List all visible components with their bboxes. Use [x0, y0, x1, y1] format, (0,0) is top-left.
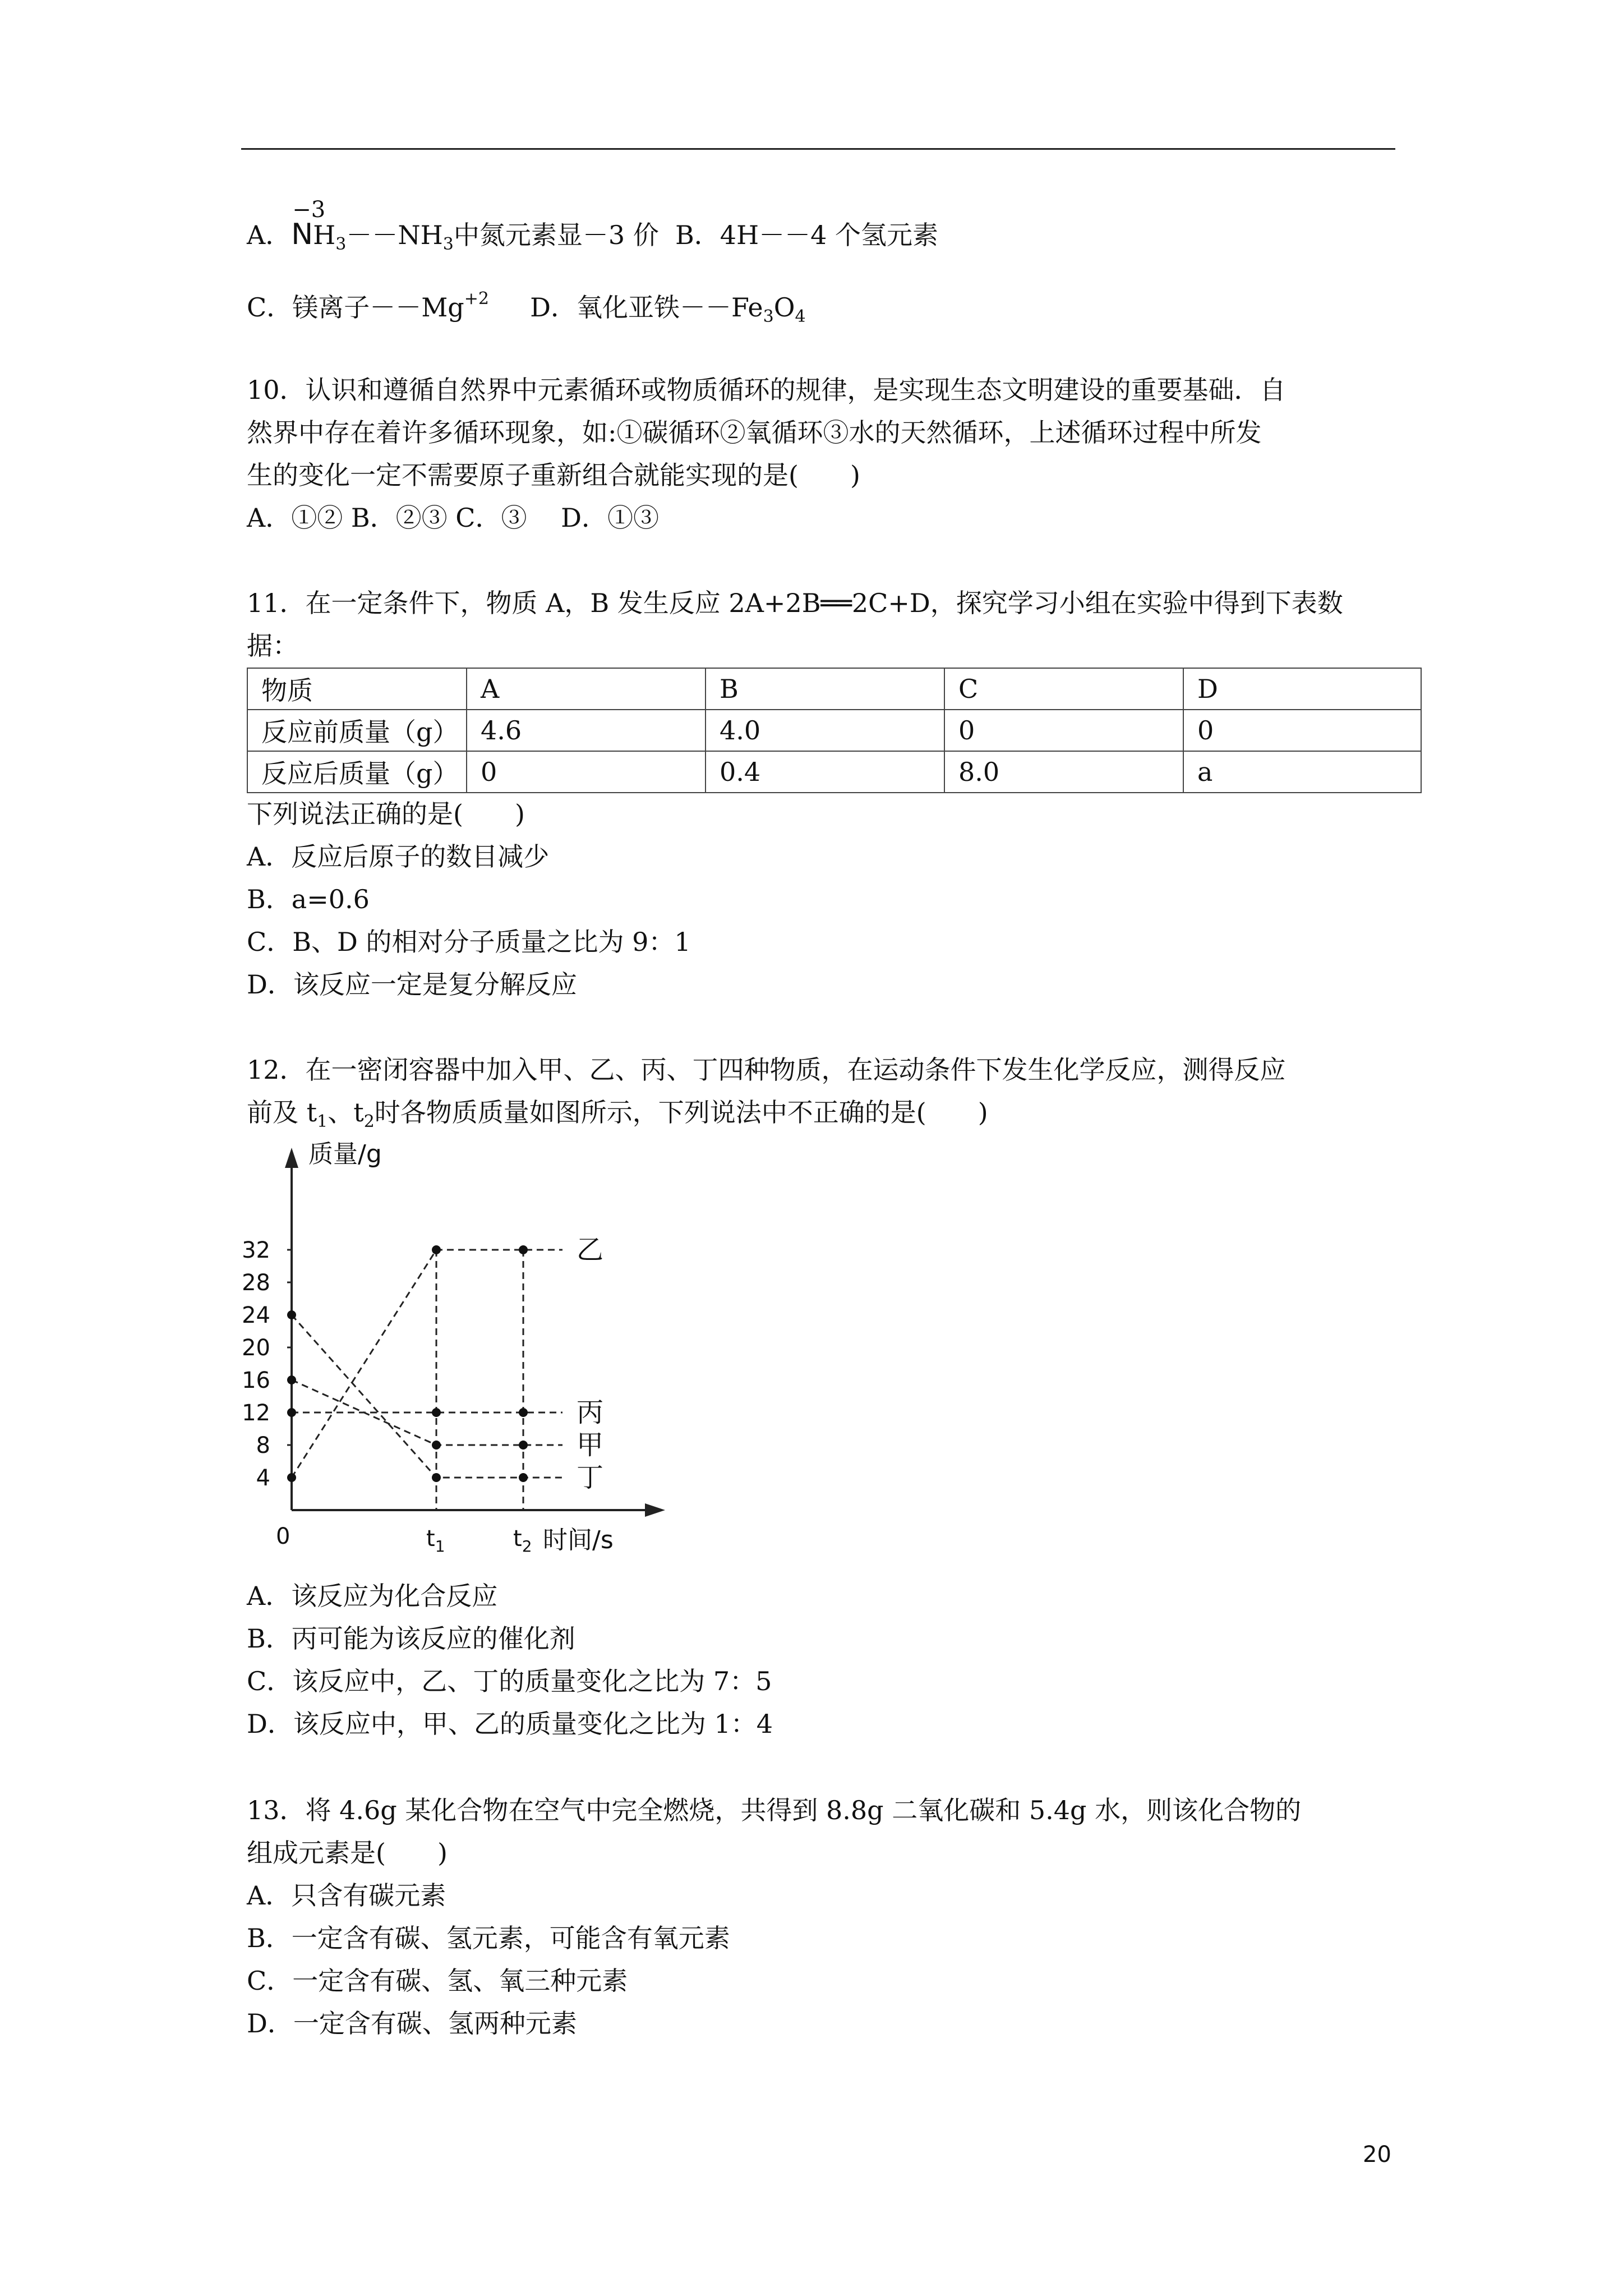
q9-option-c-d — [247, 291, 806, 325]
q11-option-d: D．该反应一定是复分解反应 — [247, 969, 577, 1000]
page-number: 20 — [1363, 2142, 1391, 2168]
q12-option-a: A．该反应为化合反应 — [247, 1581, 498, 1611]
table-cell: a — [1183, 751, 1421, 793]
data-point — [287, 1473, 296, 1482]
q13-line1: 13．将 4.6g 某化合物在空气中完全燃烧，共得到 8.8g 二氧化碳和 5.4g 水，则该化合物的 — [247, 1795, 1302, 1825]
table-cell: 0 — [1183, 710, 1421, 751]
table-cell: 8.0 — [944, 751, 1183, 793]
data-point — [432, 1408, 441, 1417]
q11-option-c: C．B、D 的相对分子质量之比为 9：1 — [247, 927, 691, 957]
valence-value: −3 — [292, 197, 326, 223]
chart-labels — [242, 1140, 614, 1556]
data-point — [519, 1408, 528, 1417]
y-tick-label: 32 — [242, 1237, 270, 1263]
series-label: 乙 — [577, 1234, 604, 1266]
data-table — [247, 668, 1422, 793]
table-cell: 物质 — [247, 668, 467, 710]
q12-option-d: D．该反应中，甲、乙的质量变化之比为 1：4 — [247, 1709, 773, 1739]
chart-guides — [436, 1250, 523, 1510]
q12-option-b: B．丙可能为该反应的催化剂 — [247, 1623, 575, 1654]
q9-d-mid: O — [773, 292, 795, 323]
chart-axes — [285, 1148, 665, 1517]
origin-label: 0 — [276, 1524, 291, 1549]
table-cell: 反应后质量（g） — [247, 751, 467, 793]
q13-option-b: B．一定含有碳、氢元素，可能含有氧元素 — [247, 1923, 730, 1953]
y-tick-label: 4 — [256, 1465, 270, 1491]
q9-d-sub2: 4 — [795, 307, 806, 326]
series-label: 丁 — [577, 1462, 604, 1493]
y-axis-label: 质量/g — [308, 1140, 382, 1168]
chart-points — [287, 1245, 528, 1482]
q9-a-rest-sub: 3 — [442, 234, 454, 254]
q12-line2-e: 时各物质质量如图所示，下列说法中不正确的是( ) — [374, 1097, 988, 1128]
table-cell: 0.4 — [706, 751, 944, 793]
q12-line1: 12．在一密闭容器中加入甲、乙、丙、丁四种物质，在运动条件下发生化学反应，测得反应 — [247, 1055, 1286, 1085]
q9-d-sub1: 3 — [763, 307, 774, 326]
q9-option-c: C．镁离子－－Mg — [247, 292, 464, 323]
data-point — [287, 1375, 296, 1384]
q13-option-d: D．一定含有碳、氢两种元素 — [247, 2008, 577, 2039]
q11-option-b: B．a=0.6 — [247, 884, 370, 914]
q11-stem: 下列说法正确的是( ) — [247, 799, 525, 829]
y-tick-label: 24 — [242, 1303, 270, 1328]
series-label: 丙 — [577, 1397, 604, 1428]
table-header-row — [247, 668, 1421, 710]
y-tick-label: 12 — [242, 1400, 270, 1426]
element-symbol: N — [291, 218, 313, 251]
q11-line2: 据： — [247, 631, 298, 661]
x-tick-label: $t_2$ — [513, 1526, 532, 1556]
valence-notation — [291, 197, 326, 251]
q10-line1: 10．认识和遵循自然界中元素循环或物质循环的规律，是实现生态文明建设的重要基础．自 — [247, 375, 1286, 405]
q9-a-sub: 3 — [335, 234, 347, 254]
mass-time-chart — [236, 1139, 695, 1576]
x-axis-arrow — [645, 1503, 665, 1517]
table-cell: 0 — [467, 751, 706, 793]
data-point — [519, 1473, 528, 1482]
data-point — [432, 1473, 441, 1482]
data-point — [519, 1441, 528, 1450]
q12-option-c: C．该反应中，乙、丁的质量变化之比为 7：5 — [247, 1666, 772, 1696]
table-cell: 4.6 — [467, 710, 706, 751]
q12-line2-sub2: 2 — [363, 1112, 375, 1131]
table-cell: D — [1183, 668, 1421, 710]
q10-options: A．①② B．②③ C．③ D．①③ — [247, 503, 659, 533]
q9-c-sup: +2 — [464, 289, 489, 309]
table-cell: C — [944, 668, 1183, 710]
data-point — [432, 1441, 441, 1450]
q9-a-text: H — [313, 220, 336, 250]
y-tick-label: 28 — [242, 1270, 270, 1296]
q12-line2-sub1: 1 — [317, 1112, 328, 1131]
q9-option-b: B．4H－－4 个氢元素 — [675, 220, 939, 250]
series-line — [292, 1315, 562, 1478]
q10-line3: 生的变化一定不需要原子重新组合就能实现的是( ) — [247, 460, 860, 490]
header-rule — [241, 148, 1395, 150]
series-label: 甲 — [577, 1429, 604, 1461]
q9-option-a-b — [247, 197, 939, 254]
q11-option-a: A．反应后原子的数目减少 — [247, 841, 550, 872]
q13-option-a: A．只含有碳元素 — [247, 1880, 446, 1911]
q12-line2 — [247, 1099, 988, 1130]
data-point — [287, 1408, 296, 1417]
data-point — [519, 1245, 528, 1254]
q9-option-d: D．氧化亚铁－－Fe — [530, 292, 763, 323]
q9-a-rest: －－NH — [346, 220, 443, 250]
x-tick-label: $t_1$ — [426, 1526, 445, 1556]
table-row — [247, 751, 1421, 793]
table-cell: 反应前质量（g） — [247, 710, 467, 751]
x-axis-label: 时间/s — [543, 1526, 614, 1554]
q9-a-prefix: A． — [247, 220, 292, 250]
q12-line2-a: 前及 t — [247, 1097, 317, 1128]
q12-line2-c: 、t — [328, 1097, 364, 1128]
table-row — [247, 710, 1421, 751]
table-cell: 4.0 — [706, 710, 944, 751]
table-cell: B — [706, 668, 944, 710]
y-tick-label: 20 — [242, 1335, 270, 1361]
data-point — [432, 1245, 441, 1254]
q9-a-tail: 中氮元素显－3 价 — [453, 220, 659, 250]
q11-line1: 11．在一定条件下，物质 A，B 发生反应 2A+2B══2C+D，探究学习小组在实验中得到下表数 — [247, 588, 1343, 618]
y-tick-label: 16 — [242, 1368, 270, 1393]
q13-option-c: C．一定含有碳、氢、氧三种元素 — [247, 1966, 628, 1996]
y-tick-label: 8 — [256, 1433, 270, 1458]
table-cell: A — [467, 668, 706, 710]
q13-line2: 组成元素是( ) — [247, 1838, 448, 1868]
y-axis-arrow — [285, 1148, 298, 1168]
q10-line2: 然界中存在着许多循环现象，如:①碳循环②氧循环③水的天然循环，上述循环过程中所发 — [247, 417, 1262, 448]
table-cell: 0 — [944, 710, 1183, 751]
data-point — [287, 1310, 296, 1319]
